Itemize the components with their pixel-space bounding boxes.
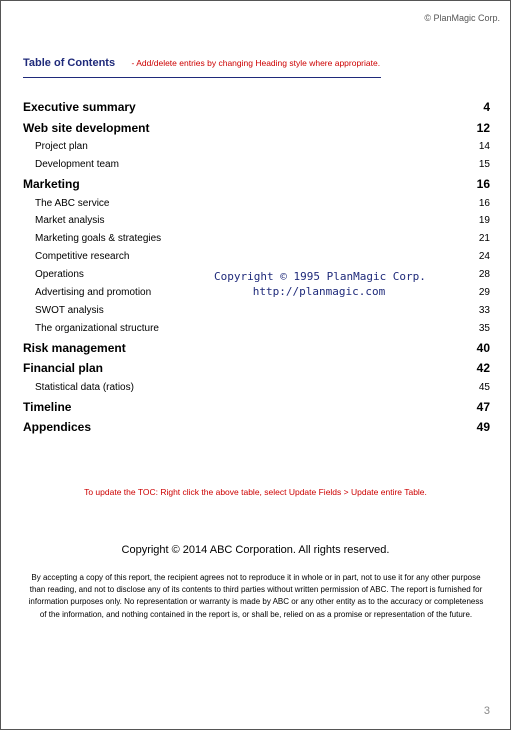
toc-entry-page: 4 — [483, 100, 490, 114]
toc-entry-label: The organizational structure — [35, 322, 159, 334]
toc-entry-heading[interactable] — [23, 338, 490, 359]
brand-copyright: © PlanMagic Corp. — [424, 13, 500, 23]
toc-entry-page: 40 — [476, 340, 490, 355]
toc-entry-subheading[interactable] — [23, 302, 490, 320]
toc-entry-label: Competitive research — [35, 251, 130, 263]
toc-entry-page: 16 — [476, 176, 490, 191]
toc-entry-page: 42 — [476, 361, 490, 376]
toc-entry-heading[interactable] — [23, 397, 490, 418]
toc-entry-subheading[interactable] — [23, 156, 490, 174]
toc-entry-subheading[interactable] — [23, 195, 490, 213]
toc-entry-page: 45 — [478, 381, 490, 393]
toc-entry-subheading[interactable] — [23, 379, 490, 397]
toc-entry-page: 29 — [478, 287, 490, 299]
toc-entry-label: Advertising and promotion — [35, 287, 152, 299]
toc-title: Table of Contents — [23, 57, 116, 69]
watermark-url: http://planmagic.com — [252, 285, 386, 298]
toc-entry-label: Project plan — [35, 141, 88, 153]
toc-entry-page: 16 — [478, 197, 490, 209]
toc-hint: - Add/delete entries by changing Heading style where appropriate. — [131, 58, 381, 68]
disclaimer-text: By accepting a copy of this report, the recipient agrees not to reproduce it in whole or in part, not to use it for any other purpose than reading, and not to disclose any of its contents to third parties without written permission of ABC. The report is furnished for information purposes only. No representation or warranty is made by ABC or any other entity as to the accuracy or completeness of the information, and nothing contained in the report is, or shall be, relied on as a promise or representation of the future. — [28, 573, 484, 619]
toc-entry-page: 21 — [478, 233, 490, 245]
watermark-copyright: Copyright © 1995 PlanMagic Corp. — [214, 270, 426, 283]
toc-entry-page: 49 — [476, 420, 490, 435]
toc-entry-label: The ABC service — [35, 197, 110, 209]
toc-entry-page: 14 — [478, 141, 490, 153]
copyright-notice: Copyright © 2014 ABC Corporation. All rights reserved. — [121, 544, 390, 556]
toc-entry-label: SWOT analysis — [35, 304, 104, 316]
page-number: 3 — [483, 705, 490, 717]
toc-entry-label: Risk management — [23, 340, 126, 355]
toc-entry-page: 12 — [476, 120, 490, 135]
toc-entry-page: 47 — [476, 399, 490, 414]
toc-entry-heading[interactable] — [23, 97, 490, 118]
toc-entry-label: Appendices — [23, 420, 92, 435]
toc-entry-heading[interactable] — [23, 417, 490, 438]
toc-entry-page: 28 — [478, 269, 490, 281]
toc-entry-label: Financial plan — [23, 361, 104, 376]
toc-entry-subheading[interactable] — [23, 138, 490, 156]
toc-entry-page: 35 — [478, 322, 490, 334]
toc-entry-subheading[interactable] — [23, 320, 490, 338]
toc-entry-label: Operations — [35, 269, 84, 281]
toc-entry-heading[interactable] — [23, 174, 490, 195]
toc-entry-label: Executive summary — [23, 100, 136, 114]
toc-entry-label: Development team — [35, 159, 119, 171]
watermark — [214, 269, 424, 299]
toc-entry-subheading[interactable] — [23, 212, 490, 230]
toc-heading — [23, 53, 493, 71]
toc-entry-label: Marketing goals & strategies — [35, 233, 162, 245]
toc-divider — [23, 77, 381, 78]
toc-entry-page: 19 — [478, 215, 490, 227]
toc-update-note: To update the TOC: Right click the above table, select Update Fields > Update entire Table. — [84, 487, 427, 497]
toc-entry-page: 15 — [478, 159, 490, 171]
toc-entry-heading[interactable] — [23, 118, 490, 139]
toc-entry-page: 24 — [478, 251, 490, 263]
toc-entry-subheading[interactable] — [23, 248, 490, 266]
toc-entry-subheading[interactable] — [23, 230, 490, 248]
toc-entry-label: Timeline — [23, 399, 72, 414]
toc-entry-heading[interactable] — [23, 358, 490, 379]
table-of-contents — [23, 97, 490, 438]
toc-entry-page: 33 — [478, 304, 490, 316]
toc-entry-label: Statistical data (ratios) — [35, 381, 134, 393]
toc-entry-label: Web site development — [23, 120, 150, 135]
toc-entry-label: Market analysis — [35, 215, 105, 227]
toc-entry-label: Marketing — [23, 176, 80, 191]
